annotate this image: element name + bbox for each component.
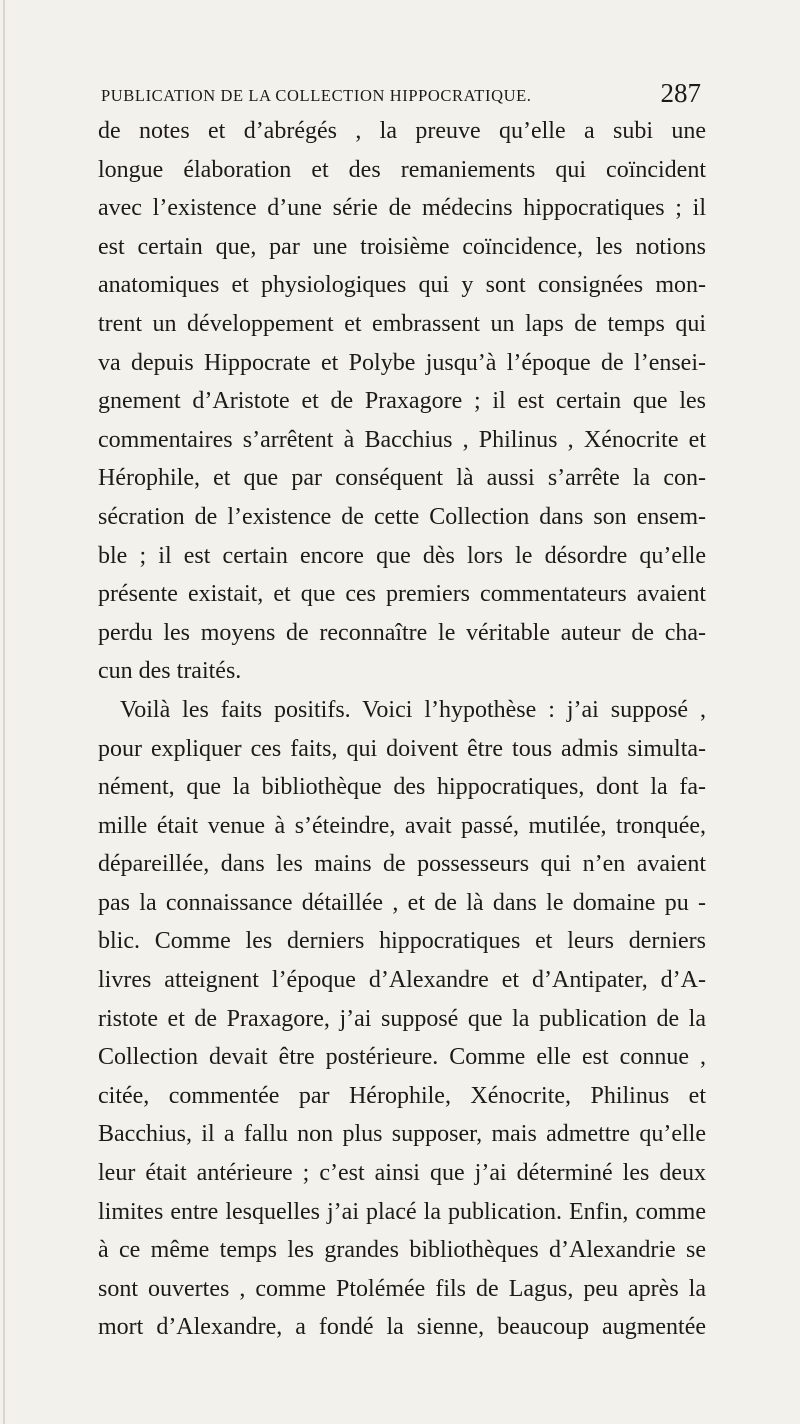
- text-line: nément, que la bibliothèque des hippocratiques, dont la fa-: [98, 774, 706, 801]
- text-line: sont ouvertes , comme Ptolémée fils de Lagus, peu après la: [98, 1275, 706, 1302]
- text-line: mort d’Alexandre, a fondé la sienne, beaucoup augmentée: [98, 1314, 706, 1341]
- text-line: perdu les moyens de reconnaître le véritable auteur de cha-: [98, 619, 706, 646]
- text-line: pour expliquer ces faits, qui doivent être tous admis simulta-: [98, 735, 706, 762]
- text-line: présente existait, et que ces premiers commentateurs avaient: [98, 581, 706, 608]
- text-line: commentaires s’arrêtent à Bacchius , Philinus , Xénocrite et: [98, 426, 706, 453]
- text-line: ristote et de Praxagore, j’ai supposé que la publication de la: [98, 1005, 706, 1032]
- text-line: Collection devait être postérieure. Comme elle est connue ,: [98, 1044, 706, 1071]
- text-line: de notes et d’abrégés , la preuve qu’elle a subi une: [98, 118, 706, 144]
- text-line: livres atteignent l’époque d’Alexandre et d’Antipater, d’A-: [98, 967, 706, 994]
- text-line: à ce même temps les grandes bibliothèques d’Alexandrie se: [98, 1237, 706, 1264]
- text-line: sécration de l’existence de cette Collection dans son ensem-: [98, 503, 706, 530]
- text-line: longue élaboration et des remaniements qui coïncident: [98, 156, 706, 183]
- text-line: Bacchius, il a fallu non plus supposer, mais admettre qu’elle: [98, 1121, 706, 1148]
- text-line: anatomiques et physiologiques qui y sont consignées mon-: [98, 272, 706, 299]
- text-line: cun des traités.: [98, 658, 242, 685]
- text-line: est certain que, par une troisième coïncidence, les notions: [98, 233, 706, 260]
- text-line: va depuis Hippocrate et Polybe jusqu’à l’époque de l’ensei-: [98, 349, 706, 376]
- body-text: [98, 112, 706, 1347]
- text-line: mille était venue à s’éteindre, avait passé, mutilée, tronquée,: [98, 812, 706, 839]
- text-line: ble ; il est certain encore que dès lors le désordre qu’elle: [98, 542, 706, 569]
- text-line: dépareillée, dans les mains de possesseurs qui n’en avaient: [98, 851, 706, 878]
- text-line: leur était antérieure ; c’est ainsi que j’ai déterminé les deux: [98, 1160, 706, 1187]
- text-line: Voilà les faits positifs. Voici l’hypothèse : j’ai supposé ,: [120, 696, 706, 723]
- text-line: citée, commentée par Hérophile, Xénocrite, Philinus et: [98, 1082, 706, 1109]
- text-line: trent un développement et embrassent un laps de temps qui: [98, 310, 706, 337]
- running-title: PUBLICATION DE LA COLLECTION HIPPOCRATIQUE.: [101, 86, 532, 105]
- text-line: avec l’existence d’une série de médecins hippocratiques ; il: [98, 195, 706, 222]
- text-line: Hérophile, et que par conséquent là aussi s’arrête la con-: [98, 465, 706, 492]
- text-line: pas la connaissance détaillée , et de là dans le domaine pu -: [98, 889, 706, 916]
- text-line: blic. Comme les derniers hippocratiques et leurs derniers: [98, 928, 706, 955]
- running-head: [101, 80, 701, 114]
- text-line: limites entre lesquelles j’ai placé la publication. Enfin, comme: [98, 1198, 706, 1225]
- text-line: gnement d’Aristote et de Praxagore ; il est certain que les: [98, 388, 706, 415]
- page-edge-line: [3, 0, 5, 1424]
- page-number: 287: [660, 78, 701, 108]
